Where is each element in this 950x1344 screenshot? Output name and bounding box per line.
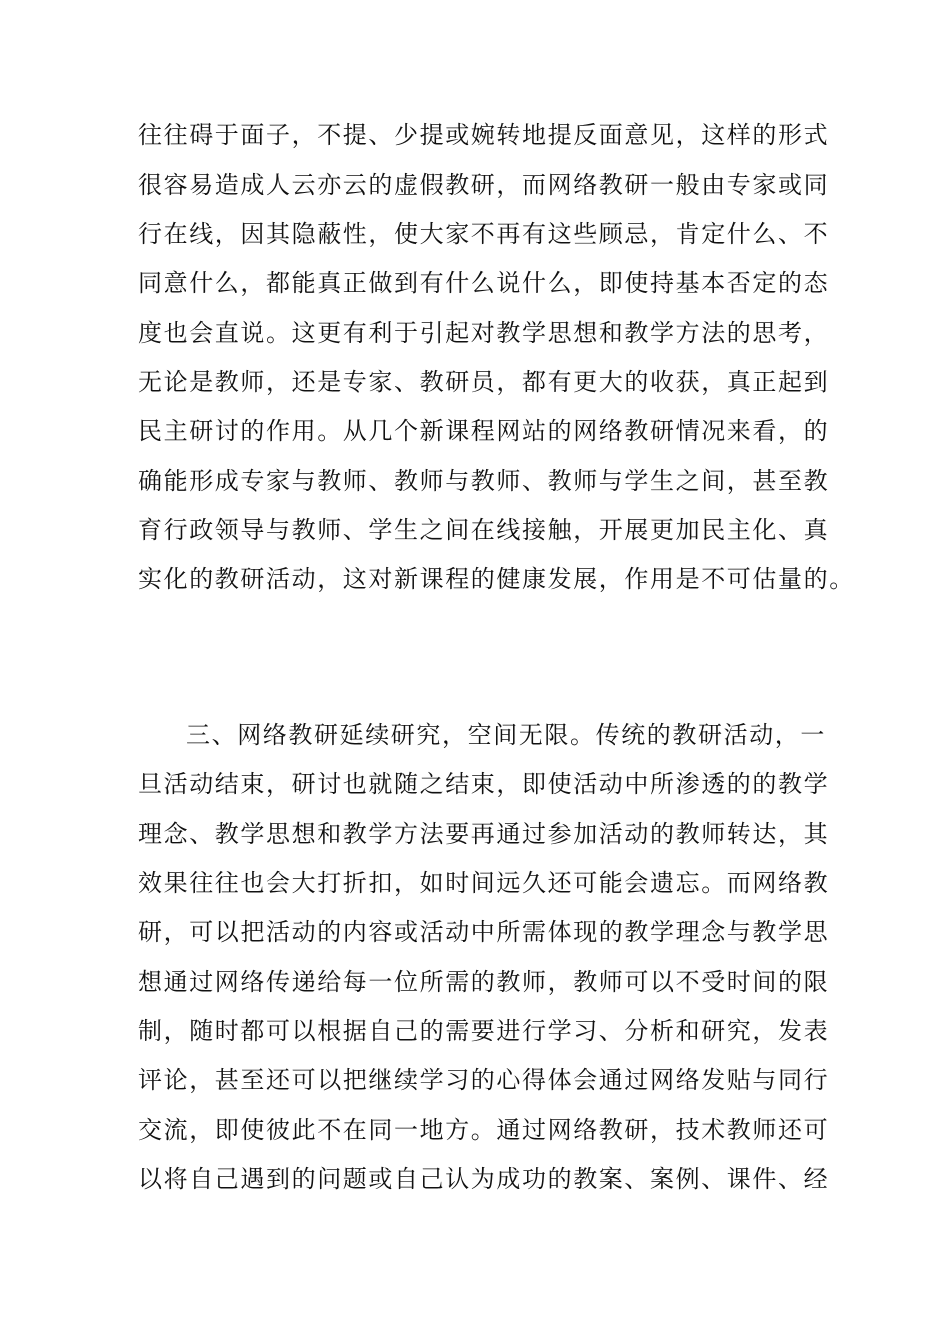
paragraph-1-line-3: 行在线，因其隐蔽性，使大家不再有这些顾忌，肯定什么、不 — [138, 220, 830, 248]
paragraph-2-line-3: 理念、教学思想和教学方法要再通过参加活动的教师转达，其 — [138, 820, 830, 848]
paragraph-2-line-6: 想通过网络传递给每一位所需的教师，教师可以不受时间的限 — [138, 968, 830, 996]
paragraph-1-line-10: 实化的教研活动，这对新课程的健康发展，作用是不可估量的。 — [138, 565, 855, 593]
paragraph-1-line-2: 很容易造成人云亦云的虚假教研，而网络教研一般由专家或同 — [138, 171, 830, 199]
paragraph-2-line-9: 交流，即使彼此不在同一地方。通过网络教研，技术教师还可 — [138, 1116, 830, 1144]
paragraph-1-line-1: 往往碍于面子，不提、少提或婉转地提反面意见，这样的形式 — [138, 121, 830, 149]
paragraph-2-line-2: 旦活动结束，研讨也就随之结束，即使活动中所渗透的的教学 — [138, 770, 830, 798]
paragraph-2-line-5: 研，可以把活动的内容或活动中所需体现的教学理念与教学思 — [138, 918, 830, 946]
paragraph-2-line-10: 以将自己遇到的问题或自己认为成功的教案、案例、课件、经 — [138, 1165, 830, 1193]
paragraph-1-line-9: 育行政领导与教师、学生之间在线接触，开展更加民主化、真 — [138, 516, 830, 544]
paragraph-1-line-8: 确能形成专家与教师、教师与教师、教师与学生之间，甚至教 — [138, 467, 830, 495]
paragraph-1-line-7: 民主研讨的作用。从几个新课程网站的网络教研情况来看，的 — [138, 417, 830, 445]
paragraph-2-line-4: 效果往往也会大打折扣，如时间远久还可能会遗忘。而网络教 — [138, 869, 830, 897]
paragraph-2-line-1: 三、网络教研延续研究，空间无限。传统的教研活动，一 — [186, 721, 826, 749]
paragraph-1-line-6: 无论是教师，还是专家、教研员，都有更大的收获，真正起到 — [138, 368, 830, 396]
paragraph-2-line-8: 评论，甚至还可以把继续学习的心得体会通过网络发贴与同行 — [138, 1066, 830, 1094]
paragraph-1-line-4: 同意什么，都能真正做到有什么说什么，即使持基本否定的态 — [138, 269, 830, 297]
paragraph-2-line-7: 制，随时都可以根据自己的需要进行学习、分析和研究，发表 — [138, 1017, 830, 1045]
paragraph-1-line-5: 度也会直说。这更有利于引起对教学思想和教学方法的思考， — [138, 319, 830, 347]
